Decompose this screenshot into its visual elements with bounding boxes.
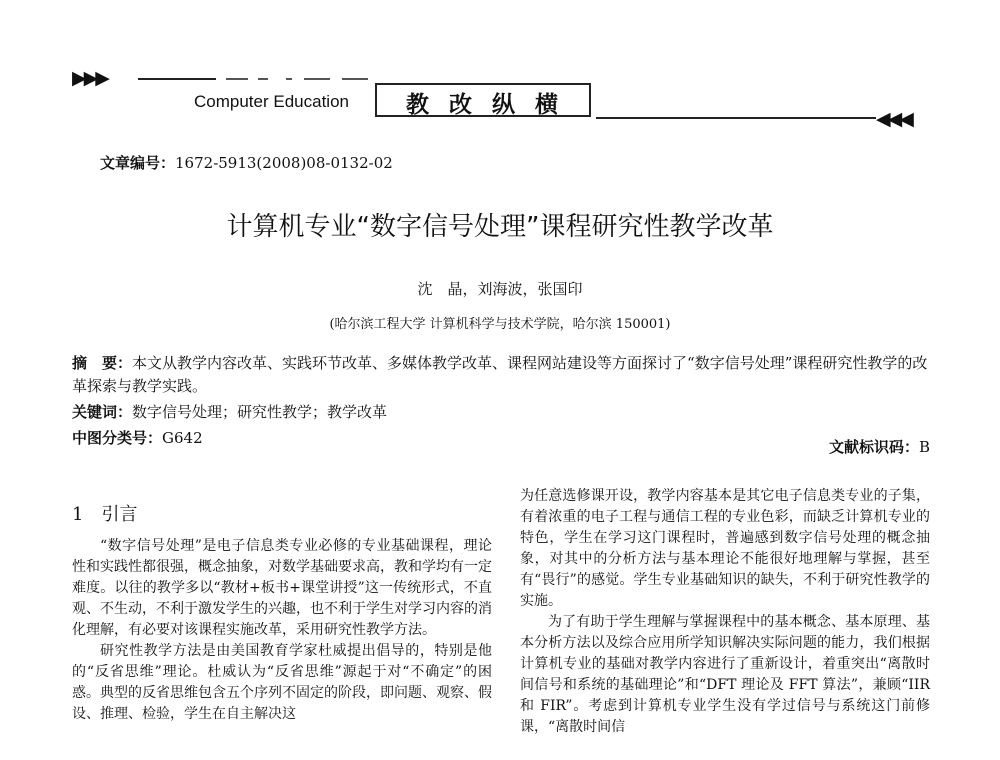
header-arrows-left: ▶▶▶ (72, 67, 107, 89)
doc-number-line (100, 152, 393, 173)
abstract-label: 摘 要： (72, 354, 133, 372)
clc-label: 中图分类号： (72, 429, 163, 447)
header-dash (286, 78, 292, 80)
keywords-label: 关键词： (72, 403, 133, 421)
abstract (72, 352, 930, 398)
header-arrows-right: ◀◀◀ (876, 108, 911, 130)
literature-code-label: 文献标识码： (828, 438, 919, 456)
abstract-text: 本文从教学内容改革、实践环节改革、多媒体教学改革、课程网站建设等方面探讨了“数字信号处理”课程研究性教学的改革探索与教学实践。 (72, 354, 928, 395)
keywords (72, 401, 930, 424)
header-dash (304, 78, 330, 80)
doc-number: 1672-5913(2008)08-0132-02 (175, 154, 393, 172)
body-column-left (72, 536, 492, 725)
doc-number-label: 文章编号： (100, 154, 176, 172)
header-dash (342, 78, 368, 80)
affiliation: (哈尔滨工程大学 计算机科学与技术学院，哈尔滨 150001) (329, 317, 671, 332)
article-title: 计算机专业“数字信号处理”课程研究性教学改革 (226, 212, 774, 242)
keywords-text: 数字信号处理；研究性教学；教学改革 (132, 403, 388, 421)
column-name: 教 改 纵 横 (406, 92, 565, 118)
section-heading: 1 引言 (72, 504, 138, 525)
paragraph: “数字信号处理”是电子信息类专业必修的专业基础课程，理论性和实践性都很强，概念抽象，对数学基础要求高，教和学均有一定难度。以往的教学多以“教材+板书+课堂讲授”这一传统形式，不直观、不生动，不利于激发学生的兴趣，也不利于学生对学习内容的消化理解，有必要对该课程实施改革，采用研究性教学方法。 (72, 538, 492, 638)
clc-value: G642 (162, 429, 203, 447)
authors: 沈 晶，刘海波，张国印 (417, 280, 583, 298)
paragraph: 研究性教学方法是由美国教育学家杜威提出倡导的，特别是他的“反省思维”理论。杜威认为“反省思维”源起于对“不确定”的困惑。典型的反省思维包含五个序列不固定的阶段，即问题、观察、假设、推理、检验，学生在自主解决这 (72, 643, 492, 722)
header-dash (226, 78, 248, 80)
header-rule-top (138, 78, 216, 80)
journal-name: Computer Education (194, 92, 349, 111)
header-dash (258, 78, 268, 80)
literature-code-value: B (918, 438, 930, 456)
body-column-right (520, 486, 930, 738)
paragraph: 为任意选修课开设，教学内容基本是其它电子信息类专业的子集，有着浓重的电子工程与通信工程的专业色彩，而缺乏计算机专业的特色，学生在学习这门课程时，普遍感到数字信号处理的概念抽象，对其中的分析方法与基本理论不能很好地理解与掌握，甚至有“畏行”的感觉。学生专业基础知识的缺失，不利于研究性教学的实施。 (520, 488, 930, 609)
literature-code (829, 436, 930, 457)
header-rule-bottom (596, 117, 876, 119)
paragraph: 为了有助于学生理解与掌握课程中的基本概念、基本原理、基本分析方法以及综合应用所学知识解决实际问题的能力，我们根据计算机专业的基础对教学内容进行了重新设计，着重突出“离散时间信号和系统的基础理论”和“DFT 理论及 FFT 算法”，兼顾“IIR 和 FIR”。考虑到计算机专业学生没有学过信号与系统这门前修课，“离散时间信 (520, 614, 930, 735)
clc-number (72, 427, 930, 450)
